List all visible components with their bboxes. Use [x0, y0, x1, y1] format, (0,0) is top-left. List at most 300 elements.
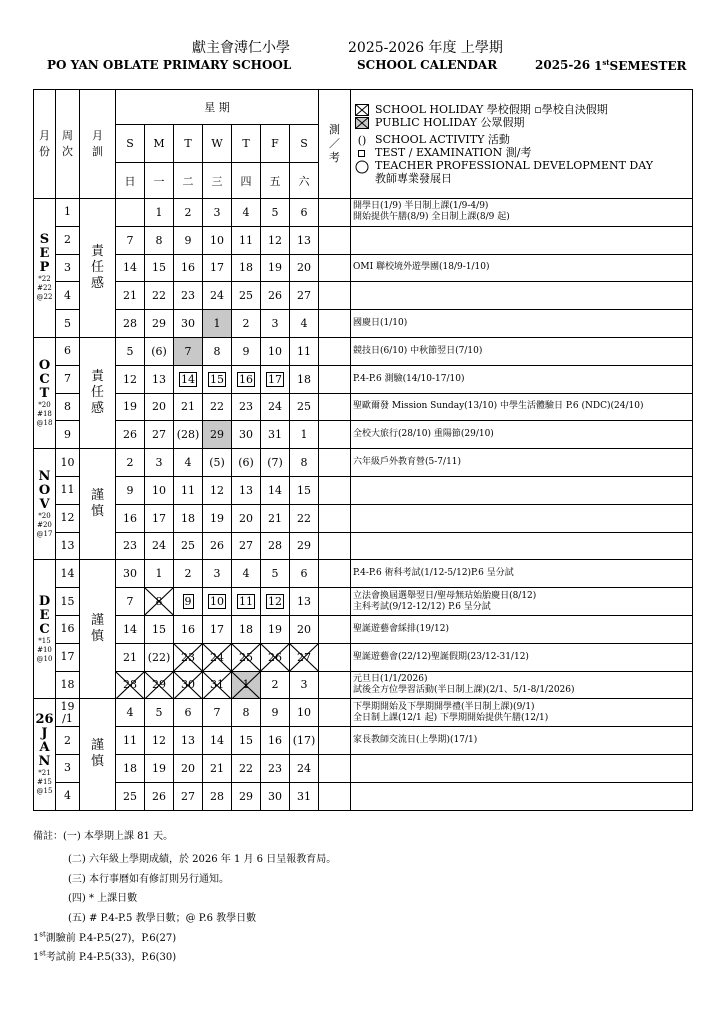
day-number: 21 [123, 650, 137, 664]
day-number: 2 [242, 317, 250, 331]
month-letter: T [39, 385, 50, 401]
stack-char: 訓 [92, 145, 103, 158]
month-days-note: #10 [37, 645, 52, 654]
week-number-text: 3 [64, 761, 71, 775]
day-number: 2 [184, 567, 192, 581]
day-cell [290, 449, 319, 477]
day-number: 10 [152, 483, 166, 497]
table-row [34, 671, 693, 699]
day-cell [203, 727, 232, 755]
day-cell [145, 699, 174, 727]
day-cell [232, 754, 261, 782]
day-number: 29 [152, 317, 166, 331]
day-number: 27 [152, 428, 166, 442]
year-en: 2025-26 [535, 58, 591, 72]
day-cell [174, 226, 203, 254]
day-number: 8 [155, 595, 163, 609]
event-cell [351, 588, 693, 616]
day-number: 4 [126, 706, 134, 720]
legend-tpd-en: TEACHER PROFESSIONAL DEVELOPMENT DAY [375, 159, 654, 172]
day-cell [290, 310, 319, 338]
day-cell [145, 727, 174, 755]
day-cell [174, 699, 203, 727]
day-cell [116, 615, 145, 643]
day-number: 4 [242, 205, 250, 219]
day-number: 14 [123, 261, 137, 275]
day-number: 6 [300, 567, 308, 581]
week-number-text: 4 [64, 789, 71, 803]
day-cell [232, 310, 261, 338]
day-number: 8 [300, 456, 308, 470]
event-text: 六年級戶外教育營(5-7/11) [353, 457, 462, 468]
day-number: 29 [297, 539, 312, 553]
test-cell [319, 226, 351, 254]
day-number: (17) [292, 734, 316, 748]
month-cell [34, 199, 56, 338]
event-text: P.4-P.6 術科考試(1/12-5/12)P.6 呈分試 [353, 568, 514, 579]
day-cell [261, 421, 290, 449]
test-cell [319, 782, 351, 810]
day-en-1: M [145, 125, 174, 163]
day-cell [290, 365, 319, 393]
activity-paren-icon: () [357, 133, 367, 147]
day-number: 7 [126, 233, 134, 247]
day-cell [232, 699, 261, 727]
day-cell [116, 476, 145, 504]
event-cell [351, 449, 693, 477]
weekday-header: 星 期 [116, 90, 319, 125]
day-cell [116, 504, 145, 532]
day-cell [203, 199, 232, 227]
month-letter: C [39, 371, 50, 387]
month-letter: C [39, 621, 50, 637]
table-row [34, 254, 693, 282]
day-number: 24 [268, 400, 282, 414]
day-cell [145, 588, 174, 616]
day-number: 21 [268, 511, 282, 525]
academic-year-zh: 2025-2026 年度 上學期 [348, 40, 503, 56]
day-number: 30 [239, 428, 253, 442]
day-number: (28) [176, 428, 200, 442]
event-cell [351, 560, 693, 588]
day-cell [232, 615, 261, 643]
month-days-note: @18 [36, 418, 53, 427]
day-cell [203, 643, 232, 671]
day-cell [290, 782, 319, 810]
day-cell [290, 560, 319, 588]
day-number: 10 [297, 706, 312, 720]
month-letter: P [39, 260, 50, 276]
test-cell [319, 476, 351, 504]
day-number: 26 [123, 428, 137, 442]
day-zh-6: 六 [290, 163, 319, 199]
event-cell [351, 199, 693, 227]
day-cell [203, 754, 232, 782]
day-cell [232, 254, 261, 282]
day-cell [116, 282, 145, 310]
day-cell [203, 532, 232, 560]
week-number [56, 560, 80, 588]
school-name-en: PO YAN OBLATE PRIMARY SCHOOL [47, 58, 292, 72]
day-cell [290, 615, 319, 643]
event-cell [351, 337, 693, 365]
day-number: 11 [239, 233, 253, 247]
stack-char: 測 [329, 123, 341, 136]
day-cell [116, 337, 145, 365]
day-number: 24 [210, 650, 224, 664]
month-days-note: *22 [38, 275, 51, 284]
event-text: 聖誕遊藝會綵排(19/12) [353, 623, 449, 634]
day-cell [174, 282, 203, 310]
day-number: 9 [184, 233, 192, 247]
week-number-text: 15 [60, 594, 75, 608]
day-cell [290, 393, 319, 421]
day-cell [174, 254, 203, 282]
day-cell [203, 449, 232, 477]
day-cell [203, 671, 232, 699]
event-cell [351, 782, 693, 810]
month-days-note: *15 [38, 636, 51, 645]
table-row [34, 588, 693, 616]
test-box-icon [355, 147, 369, 159]
table-row [34, 560, 693, 588]
day-cell [116, 588, 145, 616]
day-number: 25 [181, 539, 195, 553]
month-days-note: #18 [37, 409, 52, 418]
day-number: 19 [152, 761, 166, 775]
tpd-circle-icon [355, 160, 369, 172]
stack-char: 月 [39, 129, 50, 142]
week-number-text: 7 [64, 372, 71, 386]
week-number [56, 449, 80, 477]
legend-public: PUBLIC HOLIDAY 公眾假期 [375, 116, 525, 129]
test-cell [319, 699, 351, 727]
month-motto [80, 449, 116, 560]
day-cell [116, 449, 145, 477]
day-number: 10 [268, 344, 282, 358]
day-cell [232, 282, 261, 310]
day-cell [203, 365, 232, 393]
col-tests-header [319, 90, 351, 199]
remark-3: (三) 本行事曆如有修訂則另行通知。 [68, 874, 229, 885]
motto-char: 謹 [90, 738, 104, 754]
day-cell [145, 310, 174, 338]
day-cell [261, 754, 290, 782]
day-number: 18 [239, 622, 253, 636]
day-number: 22 [239, 761, 253, 775]
week-number [56, 337, 80, 365]
week-number [56, 782, 80, 810]
month-letter: N [38, 468, 51, 484]
day-number: 8 [155, 233, 163, 247]
event-text: 開始提供午膳(8/9) 全日制上課(8/9 起) [353, 212, 510, 223]
day-cell [232, 588, 261, 616]
stack-char: 份 [39, 145, 50, 158]
day-number: 13 [297, 595, 312, 609]
event-cell [351, 643, 693, 671]
event-cell [351, 754, 693, 782]
day-number: 10 [210, 233, 224, 247]
table-row [34, 727, 693, 755]
day-cell [261, 643, 290, 671]
day-number: 18 [123, 761, 137, 775]
day-cell [261, 532, 290, 560]
day-cell [232, 643, 261, 671]
day-number: 4 [184, 456, 192, 470]
month-letter: V [39, 496, 50, 512]
day-cell [232, 365, 261, 393]
event-text: 下學期開始及下學期開學禮(半日制上課)(9/1) [353, 701, 535, 712]
day-en-2: T [174, 125, 203, 163]
stack-char: 次 [62, 145, 73, 158]
day-number: 27 [297, 289, 312, 303]
stack-char: 月 [92, 129, 103, 142]
day-cell [145, 560, 174, 588]
day-number: 22 [210, 400, 224, 414]
day-number: 15 [297, 483, 312, 497]
day-number: 8 [242, 706, 250, 720]
day-cell [145, 282, 174, 310]
day-number: 23 [268, 761, 282, 775]
day-number: 24 [152, 539, 166, 553]
month-letter: S [39, 232, 50, 248]
day-number: 3 [213, 205, 221, 219]
test-cell [319, 504, 351, 532]
day-cell [261, 476, 290, 504]
day-cell [116, 226, 145, 254]
day-cell [290, 421, 319, 449]
stack-char: ／ [329, 137, 341, 150]
table-row [34, 754, 693, 782]
month-motto [80, 199, 116, 338]
day-cell [232, 476, 261, 504]
day-cell [203, 588, 232, 616]
day-cell [203, 476, 232, 504]
day-number: 18 [181, 511, 195, 525]
day-cell [261, 254, 290, 282]
day-cell [174, 643, 203, 671]
motto-char: 任 [90, 259, 104, 275]
week-number [56, 643, 80, 671]
month-letter: D [38, 593, 51, 609]
day-number: 29 [152, 678, 166, 692]
week-number-text: 4 [64, 288, 71, 302]
day-en-0: S [116, 125, 145, 163]
day-number: 6 [184, 706, 192, 720]
day-cell [203, 504, 232, 532]
test-days-note: 1st測驗前 P.4-P.5(27)，P.6(27) [33, 930, 177, 944]
day-number: 19 [268, 622, 282, 636]
day-cell [174, 727, 203, 755]
day-cell [145, 615, 174, 643]
semester-en: 1stSEMESTER [594, 58, 687, 73]
day-number: 7 [126, 595, 134, 609]
event-cell [351, 365, 693, 393]
month-days-note: #15 [37, 777, 52, 786]
legend-activity: SCHOOL ACTIVITY 活動 [375, 133, 510, 146]
day-cell [261, 310, 290, 338]
day-cell [290, 588, 319, 616]
day-number: 1 [213, 317, 221, 331]
day-number: 13 [239, 483, 253, 497]
week-number [56, 532, 80, 560]
legend-tpd-zh: 教師專業發展日 [375, 172, 453, 185]
day-cell [261, 365, 290, 393]
test-cell [319, 615, 351, 643]
day-number: 12 [268, 595, 282, 609]
day-cell [116, 365, 145, 393]
day-cell [116, 393, 145, 421]
day-cell [261, 671, 290, 699]
week-number-text: 16 [60, 622, 75, 636]
event-text: 聖誕遊藝會(22/12)聖誕假期(23/12-31/12) [353, 651, 529, 662]
month-days-note: #20 [37, 520, 52, 529]
day-number: (7) [267, 456, 283, 470]
week-number-text: 2 [64, 233, 71, 247]
day-cell [116, 727, 145, 755]
month-motto [80, 699, 116, 810]
month-letter: O [38, 357, 51, 373]
day-cell [232, 421, 261, 449]
day-cell [232, 199, 261, 227]
week-number [56, 727, 80, 755]
week-number-text: 9 [64, 427, 71, 441]
event-text: 聖歐爾發 Mission Sunday(13/10) 中學生活體驗日 P.6 (NDC)(24/10) [353, 401, 644, 412]
test-cell [319, 365, 351, 393]
day-number: 29 [210, 428, 224, 442]
day-number: 20 [297, 261, 312, 275]
test-cell [319, 532, 351, 560]
day-number: 28 [123, 317, 137, 331]
week-number [56, 476, 80, 504]
table-row [34, 504, 693, 532]
day-cell [261, 337, 290, 365]
test-cell [319, 254, 351, 282]
day-cell [145, 643, 174, 671]
col-month-header [34, 90, 56, 199]
day-cell [290, 226, 319, 254]
motto-char: 感 [90, 401, 104, 417]
day-cell [145, 504, 174, 532]
school-title-zh: 獻主會溥仁小學 [192, 40, 290, 56]
legend [351, 90, 693, 199]
event-cell [351, 476, 693, 504]
day-cell [145, 782, 174, 810]
day-number: 21 [181, 400, 195, 414]
week-number [56, 421, 80, 449]
day-number: 11 [181, 483, 195, 497]
day-number: 15 [152, 622, 166, 636]
day-cell [232, 226, 261, 254]
week-number-text: 3 [64, 260, 71, 274]
day-number: 24 [297, 761, 312, 775]
day-cell [290, 282, 319, 310]
day-cell [116, 643, 145, 671]
day-cell [145, 254, 174, 282]
day-cell [145, 671, 174, 699]
day-number: 4 [242, 567, 250, 581]
day-number: 1 [155, 567, 163, 581]
table-row [34, 699, 693, 727]
calendar-title-en: SCHOOL CALENDAR [357, 58, 498, 72]
day-number: 11 [239, 595, 253, 609]
month-motto [80, 337, 116, 448]
day-number: 19 [123, 400, 137, 414]
event-text: P.4-P.6 測驗(14/10-17/10) [353, 373, 465, 384]
day-cell [174, 365, 203, 393]
day-number: 26 [268, 650, 282, 664]
day-cell [116, 754, 145, 782]
day-cell [145, 226, 174, 254]
col-week-header [56, 90, 80, 199]
day-number: 11 [297, 344, 312, 358]
day-en-3: W [203, 125, 232, 163]
day-number: 12 [152, 734, 166, 748]
day-number: 14 [181, 372, 195, 386]
week-number-text: 12 [60, 511, 75, 525]
day-number: 3 [213, 567, 221, 581]
event-text: 全日制上課(12/1 起) 下學期開始提供午膳(12/1) [353, 712, 549, 723]
event-text: OMI 聯校境外遊學團(18/9-1/10) [353, 262, 490, 273]
test-cell [319, 754, 351, 782]
day-cell [290, 504, 319, 532]
day-cell [145, 532, 174, 560]
table-row [34, 310, 693, 338]
test-cell [319, 727, 351, 755]
day-number: 9 [184, 595, 192, 609]
day-cell [203, 337, 232, 365]
month-days-note: *20 [38, 511, 51, 520]
table-row [34, 421, 693, 449]
day-cell [232, 560, 261, 588]
day-cell [232, 671, 261, 699]
test-cell [319, 588, 351, 616]
month-cell [34, 337, 56, 448]
day-zh-3: 三 [203, 163, 232, 199]
day-cell [261, 282, 290, 310]
month-days-note: @22 [36, 293, 53, 302]
test-cell [319, 282, 351, 310]
day-number: 12 [268, 233, 282, 247]
day-number: 2 [126, 456, 134, 470]
day-cell [232, 532, 261, 560]
table-row [34, 337, 693, 365]
month-cell [34, 449, 56, 560]
event-text: 試後全方位學習活動(半日制上課)(2/1、5/1-8/1/2026) [353, 684, 575, 695]
week-number-text: 17 [60, 650, 75, 664]
day-cell [261, 449, 290, 477]
day-cell [116, 560, 145, 588]
col-motto-header [80, 90, 116, 199]
day-cell [203, 254, 232, 282]
day-number: 28 [123, 678, 137, 692]
week-number-text: 8 [64, 399, 71, 413]
day-cell [261, 588, 290, 616]
day-en-5: F [261, 125, 290, 163]
day-number: 7 [184, 344, 192, 358]
event-cell [351, 254, 693, 282]
day-number: 31 [210, 678, 224, 692]
event-text: 立法會換屆選舉翌日/聖母無玷始胎慶日(8/12) [353, 590, 537, 601]
day-number: 8 [213, 344, 221, 358]
day-number: 25 [239, 650, 253, 664]
week-number [56, 226, 80, 254]
motto-char: 任 [90, 385, 104, 401]
week-number-text: 2 [64, 733, 71, 747]
day-cell [174, 588, 203, 616]
day-number: 25 [239, 289, 253, 303]
holiday-cross-icon [355, 104, 369, 116]
